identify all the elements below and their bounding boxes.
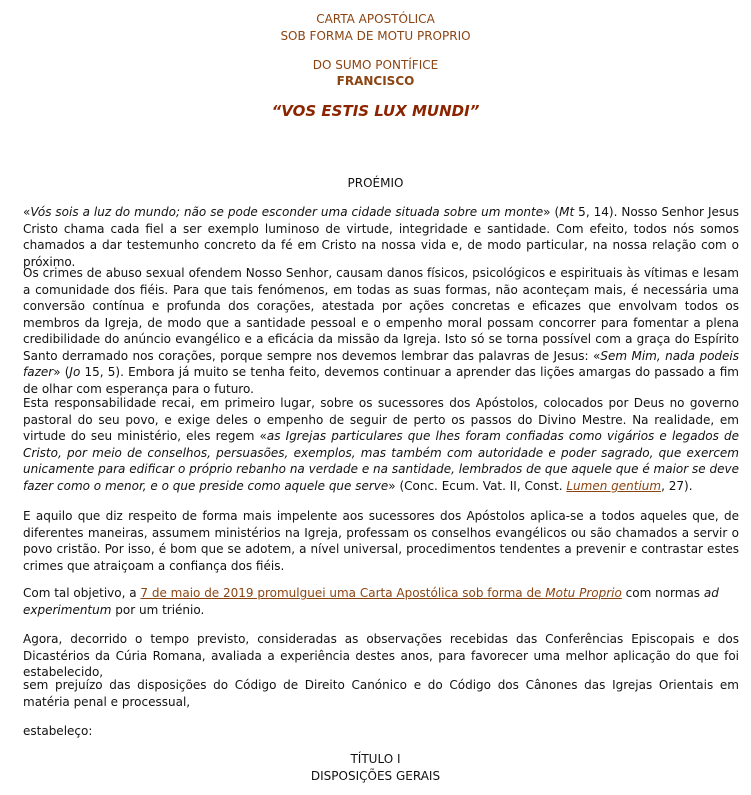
- text-span: » (Conc. Ecum. Vat. II, Const.: [388, 478, 567, 493]
- text-span: Os crimes de abuso sexual ofendem Nosso Senhor, causam danos físicos, psicológicos e espirituais às vítimas e lesam a comunidade dos fiéis. Para que tais fenómenos, em todas as suas formas, não aconteçam mais, é necessária uma conversão contínua e profunda dos corações, atestada por ações concretas e eficazes que envolvam todos os membros da Igreja, de modo que a santidade pessoal e o empenho moral possam concorrer para fomentar a plena credibilidade do anúncio evangélico e a eficácia da missão da Igreja. Isto só se torna possível com a graça do Espírito Santo derramado nos corações, porque sempre nos devemos lembrar das palavras de Jesus: «: [23, 266, 739, 363]
- text-span: «: [23, 205, 31, 219]
- bible-reference: Jo: [69, 365, 81, 379]
- document-title: “VOS ESTIS LUX MUNDI”: [271, 102, 480, 120]
- paragraph-2: [23, 265, 739, 397]
- link-text: 7 de maio de 2019 promulguei uma Carta Apostólica sob forma de: [140, 586, 546, 600]
- italic-term: ad experimentum: [23, 586, 719, 617]
- quote-italic: Vós sois a luz do mundo; não se pode esconder uma cidade situada sobre um monte: [30, 205, 544, 219]
- motu-proprio-2019-link[interactable]: [140, 586, 621, 600]
- title-subheading: DISPOSIÇÕES GERAIS: [310, 769, 441, 783]
- paragraph-6: Agora, decorrido o tempo previsto, consideradas as observações recebidas das Conferências Episcopais e dos Dicastérios da Cúria Romana, avaliada a experiência destes anos, para favorecer uma melhor aplicação do que foi estabelecido,: [23, 632, 739, 679]
- pope-name: FRANCISCO: [336, 74, 415, 88]
- quote-italic: Sem Mim, nada podeis fazer: [23, 348, 739, 379]
- text-span: com normas: [621, 586, 704, 600]
- section-title: PROÉMIO: [347, 176, 404, 190]
- text-span: » (: [543, 205, 560, 219]
- lumen-gentium-link[interactable]: [566, 479, 661, 493]
- text-span: por um triénio.: [111, 602, 205, 617]
- text-span: Esta responsabilidade recai, em primeiro lugar, sobre os sucessores dos Apóstolos, colocados por Deus no governo pastoral do seu povo, e exige deles o empenho de seguir de perto os passos do Divino Mestre. Na realidade, em virtude do seu ministério, eles regem «: [23, 396, 739, 443]
- link-text-italic: Motu Proprio: [545, 586, 622, 600]
- paragraph-8: estabeleço:: [23, 724, 93, 738]
- header-line-1: CARTA APOSTÓLICA: [316, 12, 435, 26]
- quote-italic: as Igrejas particulares que lhes foram confiadas como vigários e legados de Cristo, por meio de conselhos, persuasões, exemplos, mas também com autoridade e poder sagrado, que exercem unicamente para edificar o próprio rebanho na verdade e na santidade, lembrados de que aquele que é maior se deve fazer como o menor, e o que preside como aquele que serve: [23, 429, 739, 493]
- bible-reference: Mt: [559, 205, 575, 219]
- paragraph-4: E aquilo que diz respeito de forma mais impelente aos sucessores dos Apóstolos aplica-se a todos aqueles que, de diferentes maneiras, assumem ministérios na Igreja, professam os conselhos evangélicos ou são chamados a servir o povo cristão. Por isso, é bom que se adotem, a nível universal, procedimentos tendentes a prevenir e contrastar estes crimes que atraiçoam a confiança dos fiéis.: [23, 509, 739, 573]
- paragraph-1: [23, 204, 739, 270]
- header-line-2: SOB FORMA DE MOTU PROPRIO: [280, 29, 471, 43]
- text-span: 15, 5). Embora já muito se tenha feito, devemos continuar a aprender das lições amargas do passado a fim de olhar com esperança para o futuro.: [23, 365, 739, 396]
- text-span: Com tal objetivo, a: [23, 586, 141, 600]
- link-text: Lumen gentium: [566, 478, 662, 493]
- paragraph-7: sem prejuízo das disposições do Código de Direito Canónico e do Código dos Cânones das Igrejas Orientais em matéria penal e processual,: [23, 678, 739, 709]
- paragraph-3: [23, 395, 739, 494]
- header-line-3: DO SUMO PONTÍFICE: [312, 58, 439, 72]
- text-span: 5, 14). Nosso Senhor Jesus Cristo chama cada fiel a ser exemplo luminoso de virtude, integridade e santidade. Com efeito, todos nós somos chamados a dar testemunho concreto da fé em Cristo na nossa vida e, de modo particular, na nossa relação com o próximo.: [23, 205, 740, 269]
- text-span: » (: [53, 365, 70, 379]
- paragraph-5: [23, 585, 739, 618]
- text-span: , 27).: [661, 478, 693, 493]
- title-heading: TÍTULO I: [350, 752, 401, 766]
